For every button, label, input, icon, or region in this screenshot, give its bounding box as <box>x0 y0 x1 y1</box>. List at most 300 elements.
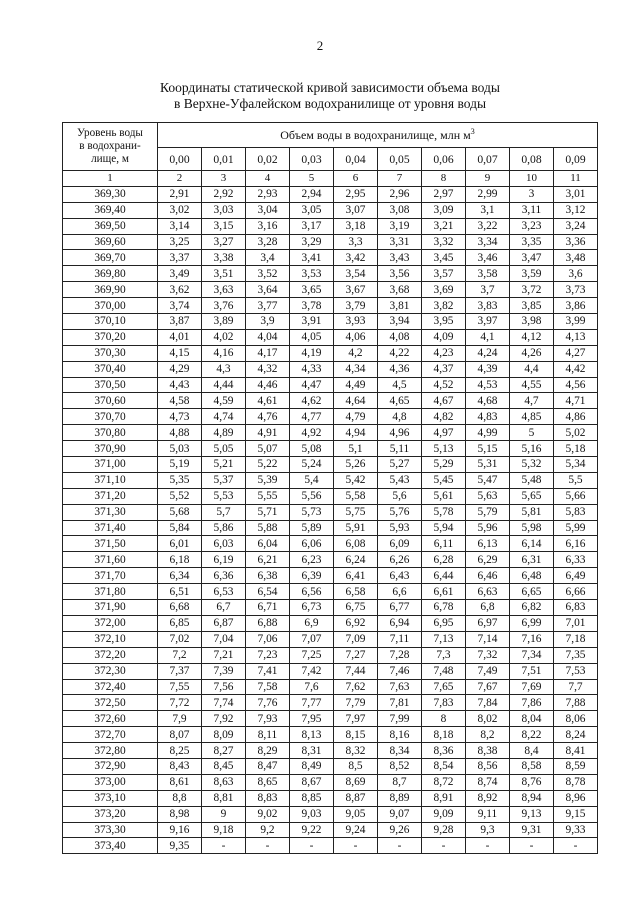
volume-cell: 3,4 <box>246 250 290 266</box>
level-cell: 369,60 <box>63 234 158 250</box>
volume-cell: 5,76 <box>378 504 422 520</box>
volume-cell: 4,83 <box>466 409 510 425</box>
volume-cell: 7,72 <box>158 695 202 711</box>
volume-cell: 7,56 <box>202 679 246 695</box>
volume-cell: 9,2 <box>246 822 290 838</box>
volume-cell: 3,42 <box>334 250 378 266</box>
volume-cell: 5,15 <box>466 441 510 457</box>
volume-cell: 7,09 <box>334 631 378 647</box>
volume-cell: 3,04 <box>246 202 290 218</box>
volume-cell: 6,04 <box>246 536 290 552</box>
volume-cell: 4,89 <box>202 425 246 441</box>
volume-cell: 3,38 <box>202 250 246 266</box>
volume-cell: 5,91 <box>334 520 378 536</box>
volume-cell: 7,99 <box>378 711 422 727</box>
volume-cell: 3,24 <box>554 218 598 234</box>
volume-cell: 7,49 <box>466 663 510 679</box>
volume-cell: 4,92 <box>290 425 334 441</box>
volume-cell: 7,04 <box>202 631 246 647</box>
volume-cell: 4,09 <box>422 329 466 345</box>
table-row <box>63 186 598 202</box>
volume-cell: 7,14 <box>466 631 510 647</box>
column-number: 2 <box>158 171 202 187</box>
volume-cell: 3,81 <box>378 298 422 314</box>
volume-cell: 3,56 <box>378 266 422 282</box>
volume-cell: 3,6 <box>554 266 598 282</box>
table-row <box>63 568 598 584</box>
volume-cell: 3,82 <box>422 298 466 314</box>
volume-cell: 6,03 <box>202 536 246 552</box>
level-cell: 370,80 <box>63 425 158 441</box>
volume-cell: 5,29 <box>422 457 466 473</box>
table-row <box>63 600 598 616</box>
volume-cell: 5,52 <box>158 488 202 504</box>
volume-cell: 3,25 <box>158 234 202 250</box>
column-header: 0,07 <box>466 148 510 171</box>
volume-cell: 3,79 <box>334 298 378 314</box>
volume-cell: 7,42 <box>290 663 334 679</box>
volume-cell: 3,03 <box>202 202 246 218</box>
volume-cell: 7,16 <box>510 631 554 647</box>
volume-cell: 4,02 <box>202 329 246 345</box>
volume-cell: 7,28 <box>378 647 422 663</box>
volume-cell: 7,48 <box>422 663 466 679</box>
volume-cell: 7,95 <box>290 711 334 727</box>
volume-cell: 6,01 <box>158 536 202 552</box>
volume-cell: 8,32 <box>334 743 378 759</box>
volume-cell: 3,77 <box>246 298 290 314</box>
column-number: 1 <box>63 171 158 187</box>
volume-cell: 6,31 <box>510 552 554 568</box>
volume-cell: 5,34 <box>554 457 598 473</box>
table-row <box>63 584 598 600</box>
volume-cell: 8,11 <box>246 727 290 743</box>
volume-cell: 2,95 <box>334 186 378 202</box>
volume-header <box>158 123 598 148</box>
volume-cell: 6,68 <box>158 600 202 616</box>
volume-cell: 8,8 <box>158 790 202 806</box>
volume-cell: 8,45 <box>202 758 246 774</box>
volume-cell: 7,35 <box>554 647 598 663</box>
volume-cell: 3,21 <box>422 218 466 234</box>
volume-cell: 4,47 <box>290 377 334 393</box>
level-cell: 369,40 <box>63 202 158 218</box>
volume-cell: 4,99 <box>466 425 510 441</box>
volume-cell: 3,34 <box>466 234 510 250</box>
volume-cell: 8,07 <box>158 727 202 743</box>
volume-cell: 4,5 <box>378 377 422 393</box>
volume-cell: 8,47 <box>246 758 290 774</box>
table-row <box>63 504 598 520</box>
level-header <box>63 123 158 171</box>
volume-cell: 7,07 <box>290 631 334 647</box>
volume-cell: 3,51 <box>202 266 246 282</box>
volume-cell: 2,92 <box>202 186 246 202</box>
table-row <box>63 663 598 679</box>
volume-cell: 8,52 <box>378 758 422 774</box>
volume-cell: 5,89 <box>290 520 334 536</box>
volume-cell: 3,19 <box>378 218 422 234</box>
level-cell: 372,80 <box>63 743 158 759</box>
document-title <box>60 80 600 112</box>
volume-cell: 4,53 <box>466 377 510 393</box>
volume-cell: 3,37 <box>158 250 202 266</box>
volume-cell: 3,98 <box>510 314 554 330</box>
level-cell: 369,50 <box>63 218 158 234</box>
volume-cell: 5,73 <box>290 504 334 520</box>
volume-cell: 8,54 <box>422 758 466 774</box>
volume-cell: 7,25 <box>290 647 334 663</box>
volume-cell: 5,4 <box>290 472 334 488</box>
volume-cell: 9,02 <box>246 806 290 822</box>
column-number: 7 <box>378 171 422 187</box>
volume-cell: 5,63 <box>466 488 510 504</box>
volume-header-sup: 3 <box>470 126 475 136</box>
volume-cell: 4,17 <box>246 345 290 361</box>
volume-cell: 7,51 <box>510 663 554 679</box>
volume-cell: 5,42 <box>334 472 378 488</box>
volume-cell: 5,24 <box>290 457 334 473</box>
volume-cell: 8,78 <box>554 774 598 790</box>
volume-cell: 3,87 <box>158 314 202 330</box>
column-number: 10 <box>510 171 554 187</box>
volume-cell: 5,16 <box>510 441 554 457</box>
column-number: 4 <box>246 171 290 187</box>
volume-cell: 5,66 <box>554 488 598 504</box>
volume-cell: 3,1 <box>466 202 510 218</box>
level-cell: 369,90 <box>63 282 158 298</box>
volume-cell: 6,36 <box>202 568 246 584</box>
table-row <box>63 202 598 218</box>
volume-cell: 4,32 <box>246 361 290 377</box>
volume-cell: 3,16 <box>246 218 290 234</box>
volume-cell: 6,11 <box>422 536 466 552</box>
table-row <box>63 377 598 393</box>
volume-cell: 5,13 <box>422 441 466 457</box>
volume-cell: 7,67 <box>466 679 510 695</box>
volume-cell: 8,15 <box>334 727 378 743</box>
volume-cell: 3,05 <box>290 202 334 218</box>
volume-cell: 5,47 <box>466 472 510 488</box>
level-cell: 373,00 <box>63 774 158 790</box>
column-header: 0,08 <box>510 148 554 171</box>
volume-cell: 6,33 <box>554 552 598 568</box>
volume-cell: 3,47 <box>510 250 554 266</box>
level-cell: 370,40 <box>63 361 158 377</box>
volume-cell: 9,22 <box>290 822 334 838</box>
volume-cell: 4,73 <box>158 409 202 425</box>
volume-cell: 3,64 <box>246 282 290 298</box>
volume-cell: 5,21 <box>202 457 246 473</box>
level-cell: 371,90 <box>63 600 158 616</box>
volume-cell: 5,05 <box>202 441 246 457</box>
volume-cell: 7,39 <box>202 663 246 679</box>
volume-cell: 7,76 <box>246 695 290 711</box>
level-cell: 370,20 <box>63 329 158 345</box>
table-row <box>63 266 598 282</box>
table-row <box>63 695 598 711</box>
volume-cell: 4,56 <box>554 377 598 393</box>
volume-cell: 5,96 <box>466 520 510 536</box>
volume-cell: 5,7 <box>202 504 246 520</box>
volume-cell: 7,65 <box>422 679 466 695</box>
volume-cell: 6,43 <box>378 568 422 584</box>
volume-cell: 4,96 <box>378 425 422 441</box>
volume-cell: 3,08 <box>378 202 422 218</box>
volume-cell: 4,08 <box>378 329 422 345</box>
volume-cell: 3,89 <box>202 314 246 330</box>
volume-cell: 3,35 <box>510 234 554 250</box>
level-cell: 370,60 <box>63 393 158 409</box>
volume-cell: 4,37 <box>422 361 466 377</box>
volume-cell: 7,93 <box>246 711 290 727</box>
volume-cell: 9,05 <box>334 806 378 822</box>
volume-cell: 7,11 <box>378 631 422 647</box>
volume-cell: 4,8 <box>378 409 422 425</box>
volume-cell: 9,31 <box>510 822 554 838</box>
volume-cell: 9,07 <box>378 806 422 822</box>
volume-cell: 6,16 <box>554 536 598 552</box>
volume-cell: 6,7 <box>202 600 246 616</box>
volume-cell: 3,41 <box>290 250 334 266</box>
volume-cell: 3,3 <box>334 234 378 250</box>
volume-cell: 3,63 <box>202 282 246 298</box>
volume-cell: 8,72 <box>422 774 466 790</box>
volume-cell: 4,34 <box>334 361 378 377</box>
level-cell: 371,10 <box>63 472 158 488</box>
level-cell: 373,40 <box>63 838 158 854</box>
volume-cell: 3,36 <box>554 234 598 250</box>
column-number: 5 <box>290 171 334 187</box>
table-row <box>63 345 598 361</box>
volume-cell: 4,65 <box>378 393 422 409</box>
volume-cell: 7,34 <box>510 647 554 663</box>
volume-cell: 3,12 <box>554 202 598 218</box>
volume-cell: 7,92 <box>202 711 246 727</box>
volume-cell: 8,92 <box>466 790 510 806</box>
level-cell: 370,10 <box>63 314 158 330</box>
table-row <box>63 218 598 234</box>
volume-cell: 5,27 <box>378 457 422 473</box>
volume-cell: 4,13 <box>554 329 598 345</box>
volume-cell: 9,33 <box>554 822 598 838</box>
level-cell: 370,90 <box>63 441 158 457</box>
volume-cell: 6,08 <box>334 536 378 552</box>
column-number: 9 <box>466 171 510 187</box>
volume-cell: 8,41 <box>554 743 598 759</box>
volume-cell: 7,13 <box>422 631 466 647</box>
volume-cell: 4,1 <box>466 329 510 345</box>
volume-cell: 4,01 <box>158 329 202 345</box>
volume-cell: 8,22 <box>510 727 554 743</box>
table-row <box>63 314 598 330</box>
level-cell: 372,10 <box>63 631 158 647</box>
volume-cell: 3,52 <box>246 266 290 282</box>
volume-cell: 4,19 <box>290 345 334 361</box>
volume-cell: 3,59 <box>510 266 554 282</box>
volume-cell: 6,71 <box>246 600 290 616</box>
volume-cell: 4,2 <box>334 345 378 361</box>
volume-cell: 3,09 <box>422 202 466 218</box>
volume-cell: 6,14 <box>510 536 554 552</box>
volume-cell: 5,93 <box>378 520 422 536</box>
volume-cell: 3,76 <box>202 298 246 314</box>
volume-cell: 3,46 <box>466 250 510 266</box>
level-cell: 372,70 <box>63 727 158 743</box>
volume-cell: 7,69 <box>510 679 554 695</box>
volume-cell: 7,21 <box>202 647 246 663</box>
volume-cell: 5,11 <box>378 441 422 457</box>
volume-cell: 9,09 <box>422 806 466 822</box>
table-row <box>63 425 598 441</box>
volume-cell: 8,89 <box>378 790 422 806</box>
volume-cell: 5,61 <box>422 488 466 504</box>
volume-cell: 9,28 <box>422 822 466 838</box>
volume-cell: 7,77 <box>290 695 334 711</box>
volume-cell: 9,26 <box>378 822 422 838</box>
volume-cell: 5,94 <box>422 520 466 536</box>
volume-cell: 7,18 <box>554 631 598 647</box>
volume-cell: 5 <box>510 425 554 441</box>
volume-cell: 5,02 <box>554 425 598 441</box>
volume-cell: 3,95 <box>422 314 466 330</box>
volume-cell: 7,27 <box>334 647 378 663</box>
column-number: 6 <box>334 171 378 187</box>
volume-cell: 8,25 <box>158 743 202 759</box>
volume-table <box>62 122 598 854</box>
volume-cell: - <box>378 838 422 854</box>
volume-cell: 6,46 <box>466 568 510 584</box>
volume-cell: 9,16 <box>158 822 202 838</box>
volume-cell: - <box>334 838 378 854</box>
volume-cell: 3,27 <box>202 234 246 250</box>
volume-cell: 2,93 <box>246 186 290 202</box>
level-cell: 372,20 <box>63 647 158 663</box>
volume-cell: 3,29 <box>290 234 334 250</box>
table-row <box>63 647 598 663</box>
table-row <box>63 298 598 314</box>
table-row <box>63 329 598 345</box>
volume-cell: 4,74 <box>202 409 246 425</box>
volume-cell: - <box>466 838 510 854</box>
volume-cell: 4,15 <box>158 345 202 361</box>
volume-header-text: Объем воды в водохранилище, млн м <box>280 127 471 142</box>
volume-cell: 4,24 <box>466 345 510 361</box>
volume-cell: 6,63 <box>466 584 510 600</box>
volume-cell: 5,18 <box>554 441 598 457</box>
volume-cell: 6,9 <box>290 615 334 631</box>
volume-cell: 4,77 <box>290 409 334 425</box>
level-cell: 371,60 <box>63 552 158 568</box>
volume-cell: 8,76 <box>510 774 554 790</box>
volume-cell: 4,91 <box>246 425 290 441</box>
volume-cell: 3,22 <box>466 218 510 234</box>
volume-cell: 8,4 <box>510 743 554 759</box>
volume-cell: 5,88 <box>246 520 290 536</box>
volume-cell: 6,48 <box>510 568 554 584</box>
volume-cell: 3,31 <box>378 234 422 250</box>
volume-cell: 8,58 <box>510 758 554 774</box>
volume-cell: 5,58 <box>334 488 378 504</box>
volume-cell: 3,72 <box>510 282 554 298</box>
level-cell: 370,70 <box>63 409 158 425</box>
level-cell: 371,20 <box>63 488 158 504</box>
level-cell: 372,90 <box>63 758 158 774</box>
volume-cell: 7,7 <box>554 679 598 695</box>
volume-cell: 3,85 <box>510 298 554 314</box>
volume-cell: 6,49 <box>554 568 598 584</box>
volume-cell: 5,98 <box>510 520 554 536</box>
table-row <box>63 234 598 250</box>
volume-cell: 2,99 <box>466 186 510 202</box>
table-row <box>63 790 598 806</box>
table-row <box>63 774 598 790</box>
volume-cell: 4,68 <box>466 393 510 409</box>
volume-cell: 7,46 <box>378 663 422 679</box>
volume-cell: 3,48 <box>554 250 598 266</box>
volume-cell: 8,29 <box>246 743 290 759</box>
volume-cell: - <box>510 838 554 854</box>
volume-cell: 9,18 <box>202 822 246 838</box>
volume-cell: 6,38 <box>246 568 290 584</box>
volume-cell: 3,18 <box>334 218 378 234</box>
volume-cell: 4,29 <box>158 361 202 377</box>
volume-cell: 7,88 <box>554 695 598 711</box>
volume-cell: 4,62 <box>290 393 334 409</box>
column-header: 0,04 <box>334 148 378 171</box>
volume-cell: 7,79 <box>334 695 378 711</box>
volume-cell: 6,83 <box>554 600 598 616</box>
volume-cell: 3,91 <box>290 314 334 330</box>
level-cell: 373,30 <box>63 822 158 838</box>
volume-cell: 6,44 <box>422 568 466 584</box>
volume-cell: 3,68 <box>378 282 422 298</box>
volume-cell: 3,67 <box>334 282 378 298</box>
volume-cell: 4,04 <box>246 329 290 345</box>
volume-cell: 3,43 <box>378 250 422 266</box>
volume-cell: 7,01 <box>554 615 598 631</box>
volume-cell: 4,7 <box>510 393 554 409</box>
volume-cell: 6,82 <box>510 600 554 616</box>
volume-cell: 5,31 <box>466 457 510 473</box>
volume-cell: 8,38 <box>466 743 510 759</box>
volume-cell: 5,1 <box>334 441 378 457</box>
volume-cell: 3,94 <box>378 314 422 330</box>
volume-cell: 5,26 <box>334 457 378 473</box>
volume-cell: 5,6 <box>378 488 422 504</box>
level-cell: 370,00 <box>63 298 158 314</box>
table-row <box>63 457 598 473</box>
volume-cell: 7,55 <box>158 679 202 695</box>
volume-cell: 5,5 <box>554 472 598 488</box>
column-header: 0,06 <box>422 148 466 171</box>
volume-cell: 8,91 <box>422 790 466 806</box>
table-row <box>63 727 598 743</box>
volume-cell: 3,07 <box>334 202 378 218</box>
volume-cell: 4,33 <box>290 361 334 377</box>
volume-cell: 5,19 <box>158 457 202 473</box>
volume-cell: 6,28 <box>422 552 466 568</box>
volume-cell: 7,81 <box>378 695 422 711</box>
volume-cell: - <box>246 838 290 854</box>
volume-cell: 8,87 <box>334 790 378 806</box>
volume-cell: 6,26 <box>378 552 422 568</box>
column-header: 0,02 <box>246 148 290 171</box>
volume-cell: - <box>422 838 466 854</box>
table-row <box>63 711 598 727</box>
volume-cell: 7,32 <box>466 647 510 663</box>
volume-cell: 8,02 <box>466 711 510 727</box>
